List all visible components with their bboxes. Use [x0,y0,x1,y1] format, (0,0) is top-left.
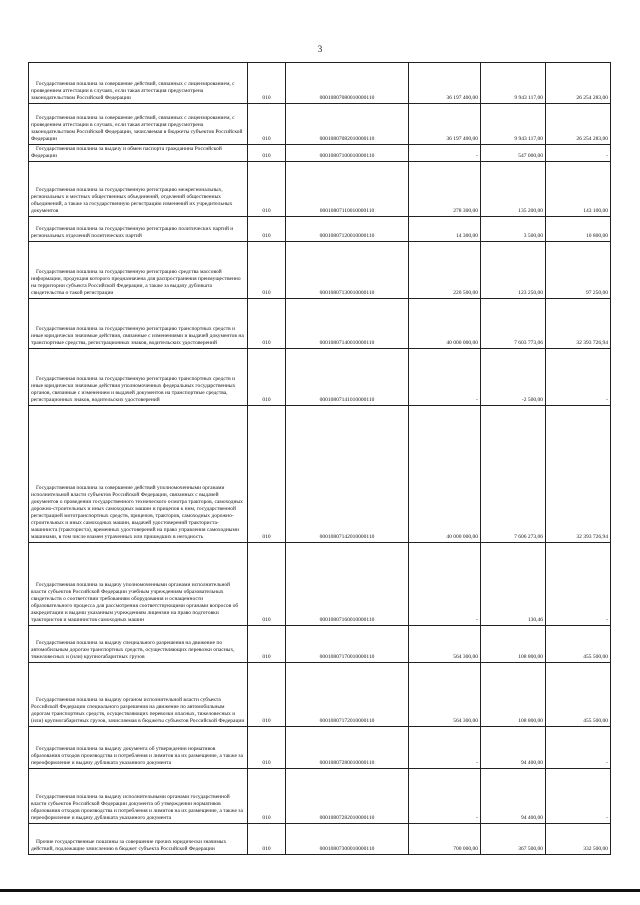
row-rest-cell: 26 254 283,00 [546,63,611,104]
row-kbk-cell: 00010807080010000110 [286,63,409,104]
row-name-cell: Государственная пошлина за выдачу и обмен паспорта гражданина Российской Федерации [29,145,248,162]
row-plan-cell: - [409,145,481,162]
row-code-cell: 010 [248,162,286,217]
row-plan-cell: 40 000 000,00 [409,299,481,349]
row-name-cell: Государственная пошлина за выдачу документа об утверждении нормативов образования отходов производства и потребления и лимитов на их размещение, а также за переоформление и выдачу дубликата указанного документа [29,727,248,769]
row-name-cell: Прочие государственные пошлины за совершение прочих юридически значимых действий, подлежащие зачислению в бюджет субъекта Российской Федерации [29,824,248,855]
row-name-cell: Государственная пошлина за совершение действий, связанных с лицензированием, с проведением аттестации в случаях, если такая аттестация предусмотрена законодательством Российской Федерации [29,63,248,104]
row-plan-cell: 40 000 000,00 [409,406,481,543]
row-name-cell: Государственная пошлина за выдачу специального разрешения на движение по автомобильным дорогам транспортных средств, осуществляющих перевозки опасных, тяжеловесных и (или) крупногабаритных грузов [29,626,248,663]
row-rest-cell: 332 500,00 [546,824,611,855]
table-row [29,242,611,299]
row-plan-cell: 564 300,00 [409,663,481,727]
page-number: 3 [317,44,323,54]
row-exec-cell: 547 000,00 [481,145,546,162]
row-exec-cell: 94 400,00 [481,769,546,824]
row-kbk-cell: 00010807280010000110 [286,727,409,769]
row-code-cell: 010 [248,349,286,406]
row-rest-cell: 32 393 726,94 [546,299,611,349]
row-plan-cell: 564 300,00 [409,626,481,663]
row-code-cell: 010 [248,769,286,824]
row-name-cell: Государственная пошлина за совершение действий уполномоченными органами исполнительной власти субъектов Российской Федерации, связанных с выдачей документов о проведении государственного технического осмотра тракторов, самоходных дорожно-строительных и иных самоходных машин и прицепов к ним, государственной регистрацией мототранспортных средств, прицепов, тракторов, самоходных дорожно-строительных и иных самоходных машин, выдачей удостоверений тракториста-машиниста (тракториста), временных удостоверений на право управления самоходными машинами, в том числе взамен утраченных или пришедших в негодность [29,406,248,543]
table-row [29,769,611,824]
row-plan-cell: 36 197 400,00 [409,63,481,104]
row-exec-cell: -2 500,00 [481,349,546,406]
row-plan-cell: - [409,349,481,406]
row-kbk-cell: 00010807141010000110 [286,349,409,406]
row-code-cell: 010 [248,663,286,727]
row-plan-cell: 36 197 400,00 [409,104,481,145]
row-plan-cell: 278 300,00 [409,162,481,217]
table-row [29,299,611,349]
row-name-cell: Государственная пошлина за государственную регистрацию межрегиональных, региональных и местных общественных объединений, отделений общественных объединений, а также за государственную регистрацию изменений их учредительных документов [29,162,248,217]
row-code-cell: 010 [248,242,286,299]
row-kbk-cell: 00010807140010000110 [286,299,409,349]
row-exec-cell: 7 603 773,06 [481,299,546,349]
table-row [29,217,611,242]
row-exec-cell: 3 500,00 [481,217,546,242]
row-code-cell: 010 [248,145,286,162]
row-plan-cell: - [409,769,481,824]
row-code-cell: 010 [248,104,286,145]
row-rest-cell: - [546,349,611,406]
table-row [29,63,611,104]
row-code-cell: 010 [248,63,286,104]
table-row [29,824,611,855]
budget-table [28,62,611,855]
row-rest-cell: 32 393 726,94 [546,406,611,543]
row-code-cell: 010 [248,299,286,349]
row-code-cell: 010 [248,543,286,626]
row-kbk-cell: 00010807130010000110 [286,242,409,299]
row-code-cell: 010 [248,217,286,242]
row-kbk-cell: 00010807160010000110 [286,543,409,626]
row-name-cell: Государственная пошлина за выдачу уполномоченными органами исполнительной власти субъектов Российской Федерации учебным учреждениям образовательных свидетельств о соответствии требованиям оборудования и оснащенности образовательного процесса для рассмотрения соответствующими органами вопросов об аккредитации и выдачи указанным учреждениям лицензии на право подготовки трактористов и машинистов самоходных машин [29,543,248,626]
row-exec-cell: 94 400,00 [481,727,546,769]
row-rest-cell: 455 500,00 [546,626,611,663]
row-plan-cell: - [409,727,481,769]
table-row [29,162,611,217]
row-code-cell: 010 [248,727,286,769]
row-rest-cell: 97 250,00 [546,242,611,299]
row-rest-cell: - [546,145,611,162]
row-exec-cell: 7 606 273,06 [481,406,546,543]
table-row [29,626,611,663]
row-kbk-cell: 00010807172010000110 [286,663,409,727]
row-plan-cell: 220 500,00 [409,242,481,299]
row-exec-cell: 367 500,00 [481,824,546,855]
row-plan-cell: 14 300,00 [409,217,481,242]
table-row [29,145,611,162]
row-kbk-cell: 00010807110010000110 [286,162,409,217]
table-row [29,663,611,727]
row-name-cell: Государственная пошлина за государственную регистрацию транспортных средств и иные юридически значимые действия, связанные с изменениями и выдачей документов на транспортные средства, регистрационных знаков, водительских удостоверений [29,299,248,349]
row-rest-cell: - [546,769,611,824]
row-name-cell: Государственная пошлина за государственную регистрацию транспортных средств и иные юридически значимые действия уполномоченных федеральных государственных органов, связанные с изменением и выдачей документов на транспортные средства, регистрационных знаков, водительских удостоверений [29,349,248,406]
row-code-cell: 010 [248,626,286,663]
page-bottom-rule [0,889,640,892]
row-kbk-cell: 00010807082010000110 [286,104,409,145]
table-row [29,406,611,543]
row-plan-cell: - [409,543,481,626]
table-row [29,104,611,145]
row-rest-cell: 455 500,00 [546,663,611,727]
row-kbk-cell: 00010807120010000110 [286,217,409,242]
row-exec-cell: 130,46 [481,543,546,626]
row-exec-cell: 123 250,00 [481,242,546,299]
row-exec-cell: 9 943 117,00 [481,104,546,145]
row-name-cell: Государственная пошлина за государственную регистрацию средства массовой информации, продукция которого предназначена для распространения преимущественно на территории субъекта Российской Федерации, а также за выдачу дубликата свидетельства о такой регистрации [29,242,248,299]
row-name-cell: Государственная пошлина за выдачу органом исполнительной власти субъекта Российской Федерации специального разрешения на движение по автомобильным дорогам транспортных средств, осуществляющих перевозки опасных, тяжеловесных и (или) крупногабаритных грузов, зачисляемая в бюджеты субъектов Российской Федерации [29,663,248,727]
row-code-cell: 010 [248,824,286,855]
row-kbk-cell: 00010807170010000110 [286,626,409,663]
row-rest-cell: 10 800,00 [546,217,611,242]
row-exec-cell: 135 200,00 [481,162,546,217]
row-rest-cell: 26 254 283,00 [546,104,611,145]
row-kbk-cell: 00010807282010000110 [286,769,409,824]
row-exec-cell: 108 800,00 [481,626,546,663]
row-rest-cell: 143 100,00 [546,162,611,217]
row-exec-cell: 9 943 117,00 [481,63,546,104]
row-name-cell: Государственная пошлина за совершение действий, связанных с лицензированием, с проведением аттестации в случаях, если такая аттестация предусмотрена законодательством Российской Федерации, зачисляемая в бюджеты субъектов Российской Федерации [29,104,248,145]
table-body [29,63,611,855]
row-name-cell: Государственная пошлина за государственную регистрацию политических партий и региональных отделений политических партий [29,217,248,242]
table-row [29,349,611,406]
row-name-cell: Государственная пошлина за выдачу исполнительными органами государственной власти субъектов Российской Федерации документа об утверждении нормативов образования отходов производства и потребления и лимитов на их размещение, а также за переоформление и выдачу дубликата указанного документа [29,769,248,824]
table-row [29,727,611,769]
table-row [29,543,611,626]
row-plan-cell: 700 000,00 [409,824,481,855]
row-rest-cell: - [546,727,611,769]
row-code-cell: 010 [248,406,286,543]
row-kbk-cell: 00010807300010000110 [286,824,409,855]
row-exec-cell: 108 800,00 [481,663,546,727]
row-kbk-cell: 00010807142010000110 [286,406,409,543]
row-rest-cell: - [546,543,611,626]
row-kbk-cell: 00010807100010000110 [286,145,409,162]
